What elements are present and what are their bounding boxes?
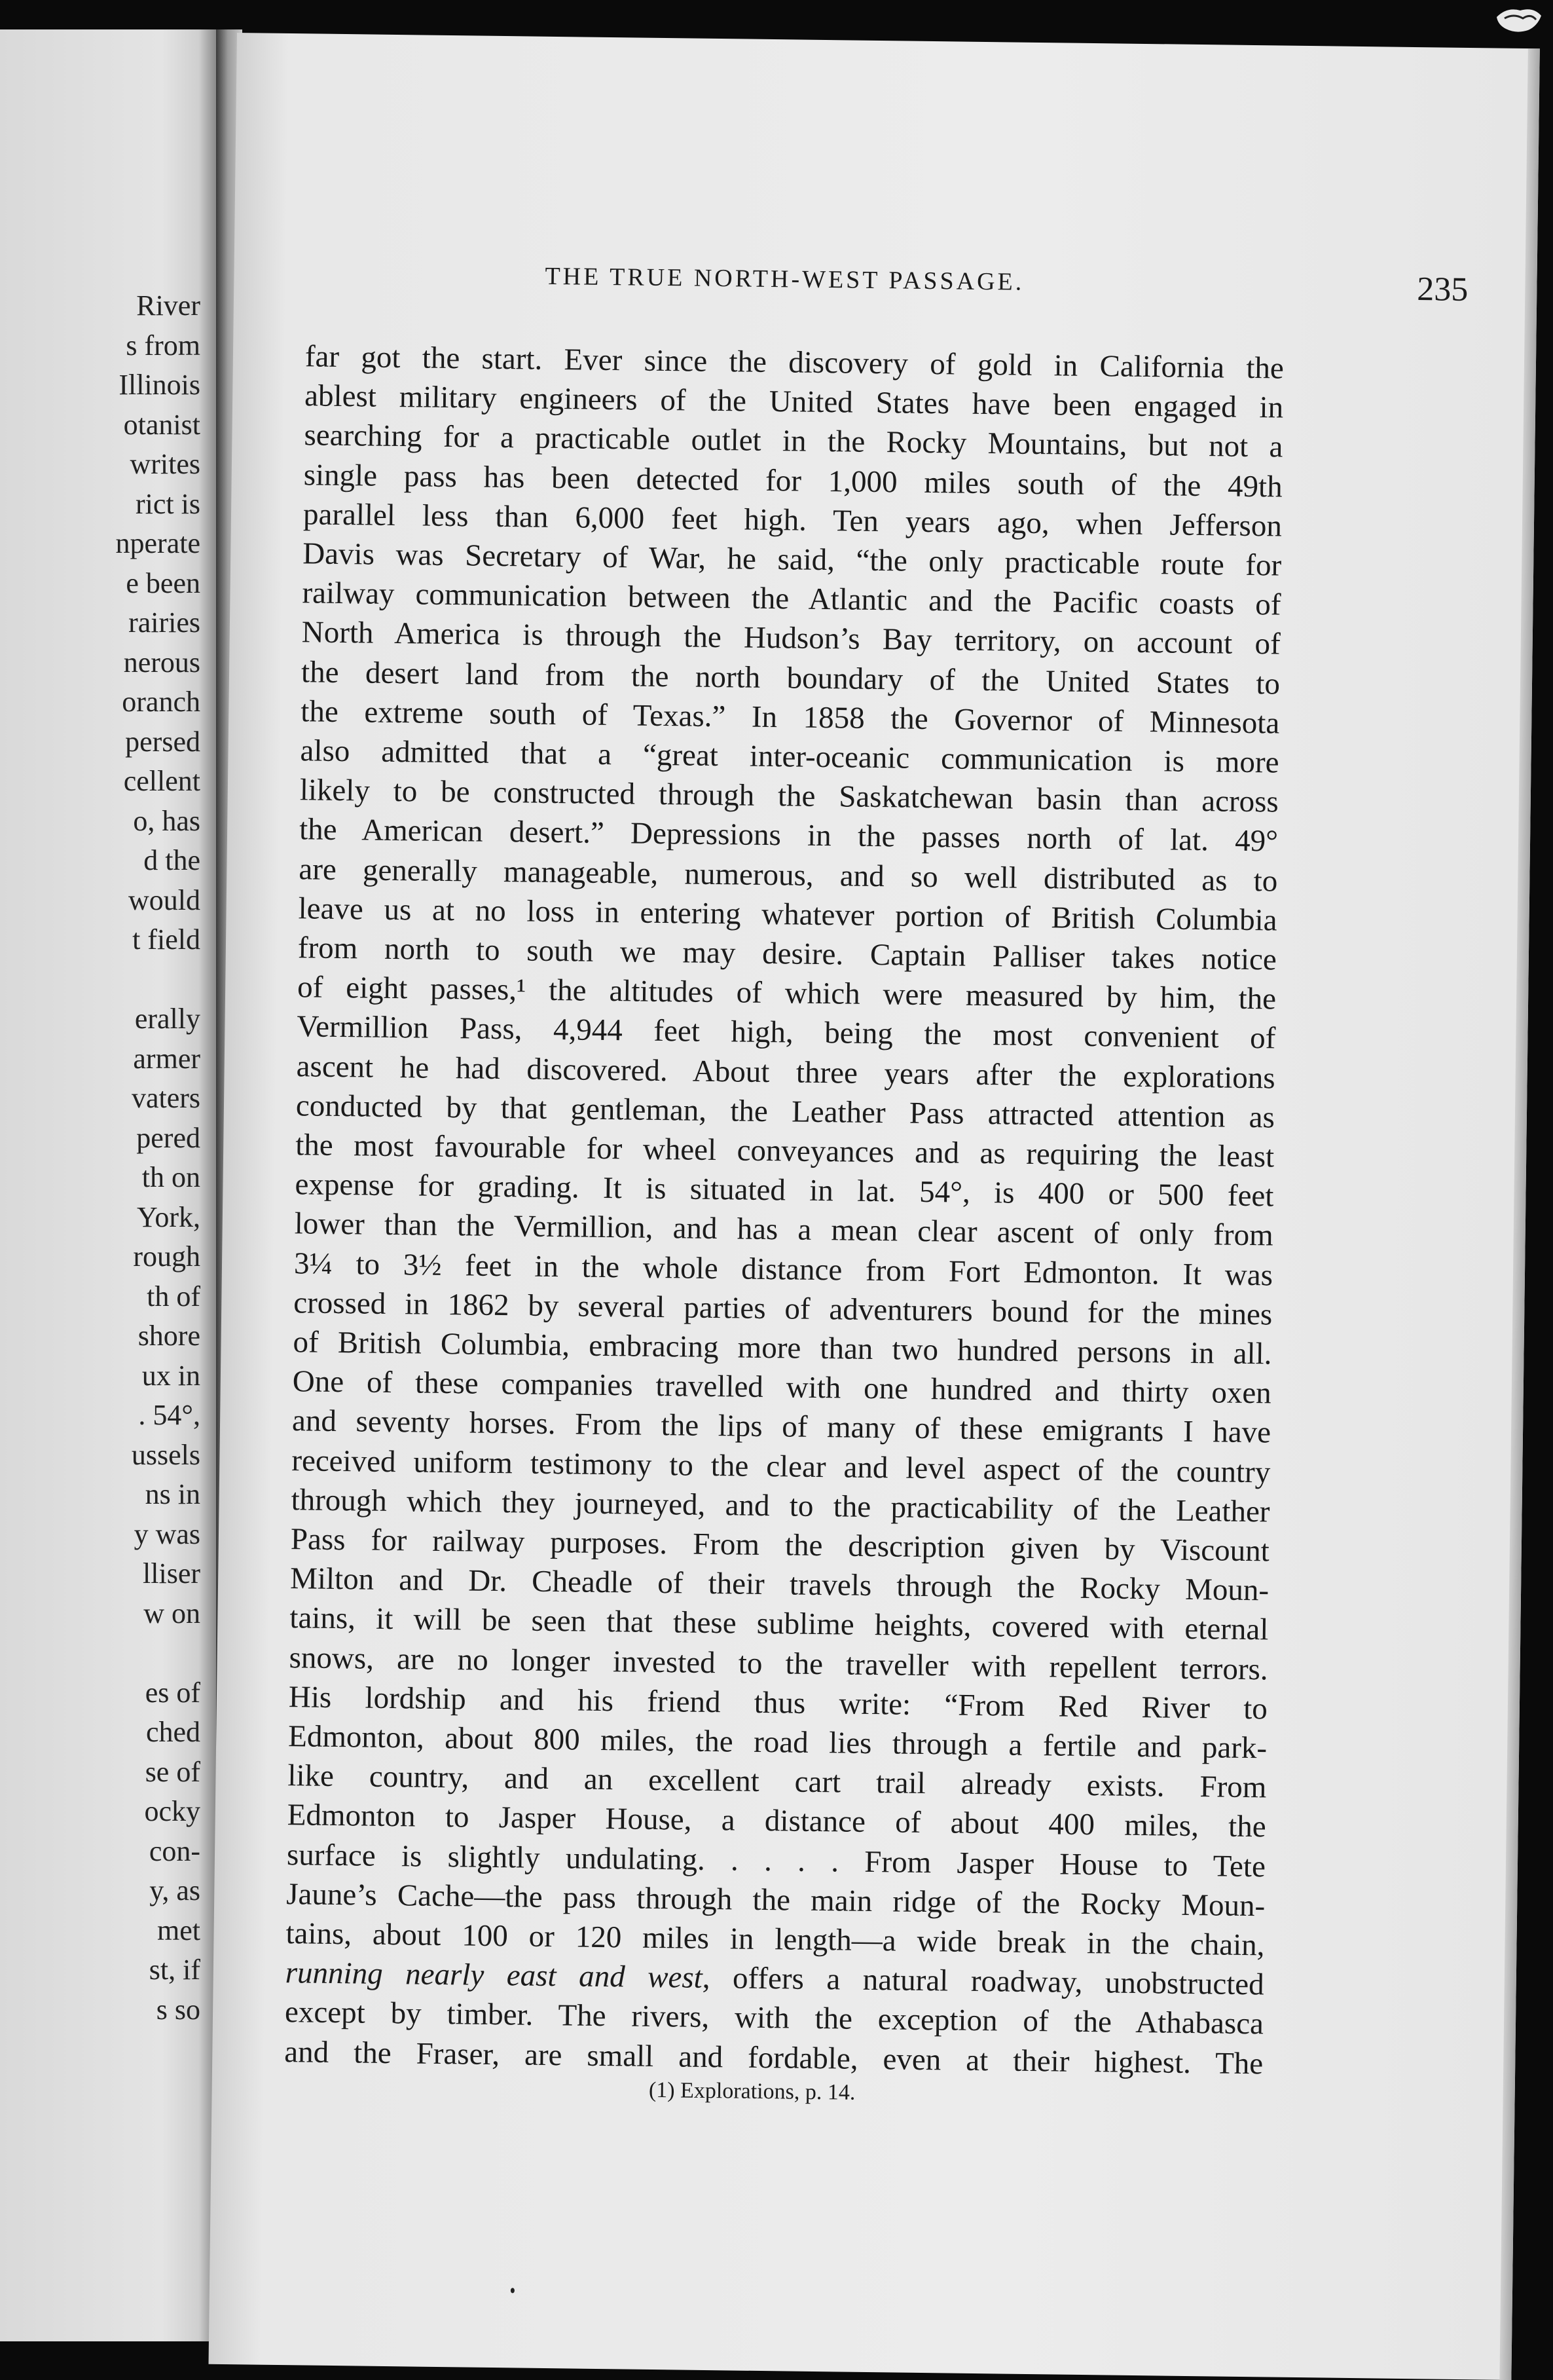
- left-page-line: . 54°,: [138, 1399, 200, 1431]
- left-page-line: writes: [130, 448, 200, 480]
- left-page-line: nperate: [115, 527, 200, 559]
- left-page-line: would: [128, 883, 200, 916]
- left-page-line: pered: [136, 1121, 200, 1154]
- left-page-line: persed: [125, 725, 200, 758]
- body-line: of eight passes,¹ the altitudes of which were measured by him, the: [297, 970, 1277, 1016]
- left-page-line: ux in: [141, 1359, 200, 1392]
- left-page-line: cellent: [123, 765, 200, 797]
- left-page-line: w on: [143, 1597, 200, 1629]
- body-line: and the Fraser, are small and fordable, even at their highest. The: [284, 2034, 1264, 2081]
- left-page-line: rough: [133, 1240, 200, 1273]
- body-line: conducted by that gentleman, the Leather Pass attracted attention as: [295, 1088, 1275, 1135]
- left-page-line: otanist: [123, 408, 200, 441]
- body-line: One of these companies travelled with one hundred and thirty oxen: [292, 1364, 1272, 1411]
- left-page-line: ns in: [145, 1478, 200, 1510]
- left-page-line: e been: [126, 567, 200, 599]
- body-line: railway communication between the Atlantic and the Pacific coasts of: [302, 576, 1281, 622]
- body-line: except by timber. The rivers, with the exception of the Athabasca: [284, 1995, 1264, 2041]
- body-line: are generally manageable, numerous, and so well distributed as to: [299, 851, 1278, 899]
- body-line: ablest military engineers of the United States have been engaged in: [304, 379, 1284, 425]
- left-page-line: es of: [145, 1676, 200, 1709]
- body-line: parallel less than 6,000 feet high. Ten years ago, when Jefferson: [302, 497, 1283, 544]
- footnote-text: (1) Explorations, p. 14.: [648, 2077, 856, 2105]
- body-line: Edmonton, about 800 miles, the road lies through a fertile and park-: [287, 1719, 1268, 1766]
- left-page-line: con-: [149, 1834, 200, 1867]
- body-line: the American desert.” Depressions in the passes north of lat. 49°: [299, 812, 1279, 859]
- body-line: also admitted that a “great inter-oceanic communication is more: [300, 734, 1279, 780]
- left-page-line: vaters: [131, 1082, 200, 1114]
- left-page-line: rairies: [128, 606, 200, 639]
- body-line: Jaune’s Cache—the pass through the main ridge of the Rocky Moun-: [285, 1876, 1266, 1924]
- left-page-line: rict is: [136, 487, 200, 520]
- running-head: [234, 255, 1537, 310]
- left-page-line: Illinois: [119, 369, 200, 401]
- body-line: expense for grading. It is situated in lat. 54°, is 400 or 500 feet: [295, 1167, 1274, 1214]
- right-page: [209, 33, 1540, 2380]
- body-line: His lordship and his friend thus write: “From Red River to: [288, 1679, 1268, 1726]
- left-page-line: s so: [156, 1993, 200, 2026]
- scan-corner-mark: [1494, 4, 1544, 37]
- left-page-line: River: [136, 289, 200, 322]
- body-line: received uniform testimony to the clear and level aspect of the country: [291, 1443, 1271, 1490]
- body-line: searching for a practicable outlet in the Rocky Mountains, but not a: [304, 418, 1283, 464]
- body-line: the extreme south of Texas.” In 1858 the Governor of Minnesota: [301, 694, 1280, 741]
- body-line: crossed in 1862 by several parties of adventurers bound for the mines: [293, 1285, 1273, 1332]
- body-line: Pass for railway purposes. From the description given by Viscount: [290, 1522, 1270, 1569]
- body-line: tains, it will be seen that these sublime heights, covered with eternal: [289, 1601, 1269, 1647]
- left-page-line: lliser: [143, 1557, 200, 1590]
- body-line: through which they journeyed, and to the practicability of the Leather: [291, 1482, 1270, 1529]
- body-line: of British Columbia, embracing more than two hundred persons in all.: [293, 1325, 1272, 1371]
- italic-phrase: running nearly east and west: [285, 1956, 703, 1996]
- left-page-line: y was: [134, 1517, 200, 1550]
- left-page-line: shore: [137, 1320, 200, 1352]
- body-line: lower than the Vermillion, and has a mean clear ascent of only from: [294, 1206, 1273, 1253]
- left-page-line: armer: [133, 1042, 200, 1075]
- body-line: running nearly east and west, offers a natural roadway, unobstructed: [285, 1956, 1265, 2002]
- left-page-line: y, as: [149, 1874, 200, 1906]
- body-line: 3¼ to 3½ feet in the whole distance from Fort Edmonton. It was: [293, 1246, 1273, 1293]
- body-line: tains, about 100 or 120 miles in length—a wide break in the chain,: [285, 1916, 1265, 1963]
- body-line: far got the start. Ever since the discovery of gold in California the: [304, 339, 1285, 386]
- left-page-line: th on: [141, 1161, 200, 1193]
- body-line: single pass has been detected for 1,000 miles south of the 49th: [303, 457, 1283, 504]
- left-page-line: York,: [136, 1200, 200, 1233]
- left-page-line: s from: [126, 329, 200, 362]
- left-page-line: d the: [143, 844, 200, 876]
- left-page-line: ocky: [144, 1795, 200, 1827]
- footnote: [211, 2073, 1514, 2113]
- body-line: surface is slightly undulating. . . . . From Jasper House to Tete: [286, 1837, 1266, 1884]
- left-page-fragment: [0, 29, 216, 2341]
- left-page-line: st, if: [149, 1954, 200, 1986]
- left-page-line: nerous: [123, 646, 200, 679]
- body-text: [233, 339, 1536, 2081]
- body-line: snows, are no longer invested to the traveller with repellent terrors.: [289, 1640, 1268, 1687]
- body-line: the most favourable for wheel conveyances and as requiring the least: [295, 1128, 1275, 1174]
- body-line: likely to be constructed through the Saskatchewan basin than across: [299, 773, 1279, 819]
- body-line: Milton and Dr. Cheadle of their travels through the Rocky Moun-: [289, 1561, 1270, 1608]
- body-line: like country, and an excellent cart trail already exists. From: [287, 1758, 1267, 1805]
- body-line: the desert land from the north boundary of the United States to: [301, 654, 1281, 701]
- body-line: and seventy horses. From the lips of many of these emigrants I have: [291, 1404, 1271, 1450]
- page-number: 235: [1417, 270, 1469, 308]
- body-line: Davis was Secretary of War, he said, “the only practicable route for: [302, 536, 1282, 583]
- body-line: ascent he had discovered. About three years after the explorations: [296, 1049, 1275, 1096]
- left-page-line: oranch: [122, 686, 200, 718]
- running-title: THE TRUE NORTH-WEST PASSAGE.: [545, 262, 1025, 296]
- body-line: Edmonton to Jasper House, a distance of about 400 miles, the: [287, 1798, 1266, 1844]
- left-page-line: se of: [145, 1755, 200, 1788]
- body-line: from north to south we may desire. Captain Palliser takes notice: [297, 931, 1277, 977]
- left-page-line: o, has: [133, 804, 200, 837]
- left-page-line: t field: [132, 923, 200, 956]
- body-line: leave us at no loss in entering whatever portion of British Columbia: [298, 891, 1277, 938]
- body-line: Vermillion Pass, 4,944 feet high, being the most convenient of: [297, 1009, 1276, 1056]
- left-page-line: ussels: [131, 1438, 200, 1471]
- left-page-line: th of: [147, 1280, 200, 1312]
- left-page-line: erally: [134, 1003, 200, 1035]
- ink-speck: [511, 2288, 515, 2293]
- left-page-line: met: [157, 1914, 200, 1946]
- body-line: North America is through the Hudson’s Bay territory, on account of: [301, 615, 1281, 661]
- left-page-line: ched: [145, 1716, 200, 1748]
